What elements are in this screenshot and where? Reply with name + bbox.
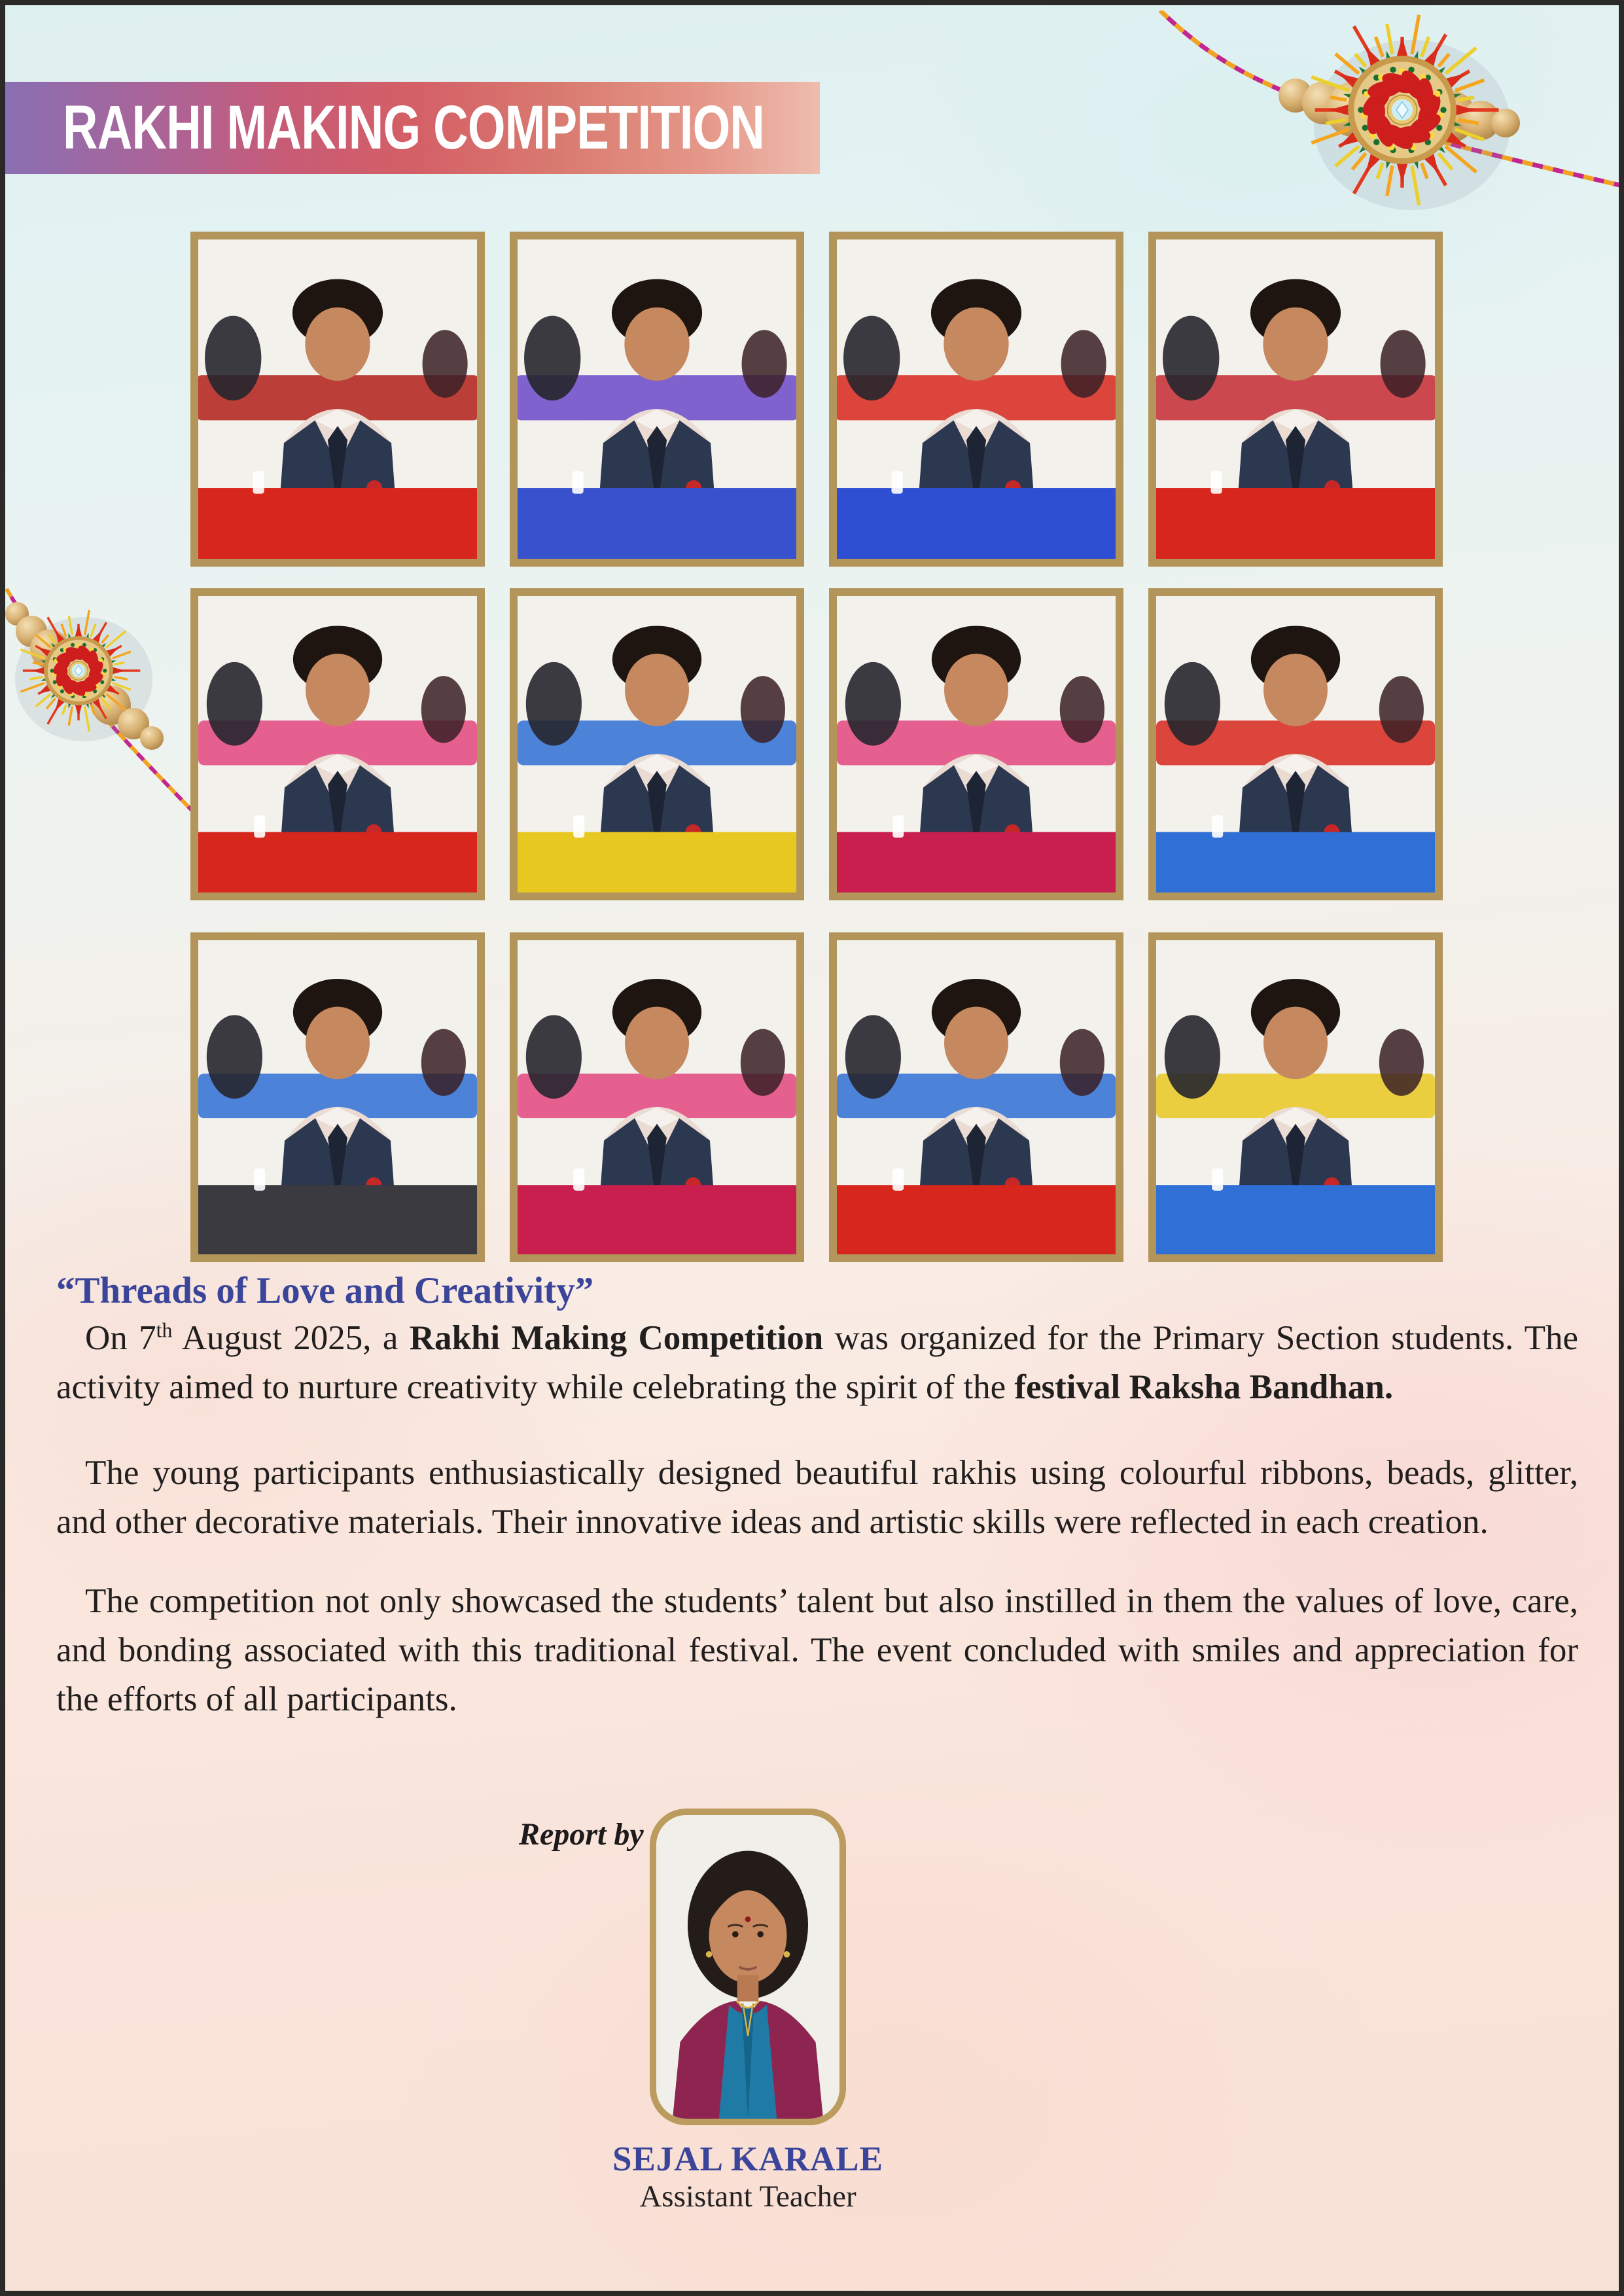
article <box>56 1268 1578 1724</box>
paragraph-text: was organized for the Primary Section students. The activity aimed to nurture creativity while celebrating the spirit of the <box>56 1319 1578 1406</box>
paragraph-1 <box>56 1314 1578 1412</box>
student-photo <box>510 232 804 567</box>
teacher-role: Assistant Teacher <box>639 2180 856 2214</box>
student-photo <box>829 932 1123 1262</box>
title-banner <box>5 82 820 174</box>
student-photo <box>190 588 485 900</box>
paragraph-text: August 2025, a <box>172 1319 410 1357</box>
student-photo <box>1148 588 1443 900</box>
paragraph-3 <box>56 1577 1578 1724</box>
paragraph-text: The young participants enthusiastically designed beautiful rakhis using colourful ribbons, beads, glitter, and other decorative materials. Their innovative ideas and artistic skills were reflected in each creation. <box>56 1454 1578 1541</box>
student-photo <box>1148 232 1443 567</box>
teacher-name: SEJAL KARALE <box>612 2140 884 2178</box>
student-photo <box>829 232 1123 567</box>
paragraph-text: On 7 <box>85 1319 156 1357</box>
rakhi-ornament-icon <box>1124 10 1624 226</box>
student-photo <box>190 232 485 567</box>
photo-grid-row <box>190 932 1443 1262</box>
student-photo <box>829 588 1123 900</box>
student-photo <box>510 932 804 1262</box>
bold-festival-name: festival Raksha Bandhan. <box>1014 1368 1394 1406</box>
student-photo <box>1148 932 1443 1262</box>
article-heading: “Threads of Love and Creativity” <box>56 1270 594 1311</box>
bold-event-name: Rakhi Making Competition <box>409 1319 824 1357</box>
paragraph-2 <box>56 1449 1578 1547</box>
report-by-label: Report by <box>519 1817 644 1852</box>
photo-grid-row <box>190 588 1443 900</box>
page-title: RAKHI MAKING COMPETITION <box>63 93 765 162</box>
student-photo <box>510 588 804 900</box>
ordinal-superscript: th <box>156 1318 173 1342</box>
teacher-photo <box>650 1809 846 2125</box>
rakhi-ornament-icon <box>5 569 213 836</box>
photo-grid-row <box>190 232 1443 567</box>
paragraph-text: The competition not only showcased the students’ talent but also instilled in them the values of love, care, and bonding associated with this traditional festival. The event concluded with smiles and appreciation for the efforts of all participants. <box>56 1582 1578 1718</box>
student-photo <box>190 932 485 1262</box>
